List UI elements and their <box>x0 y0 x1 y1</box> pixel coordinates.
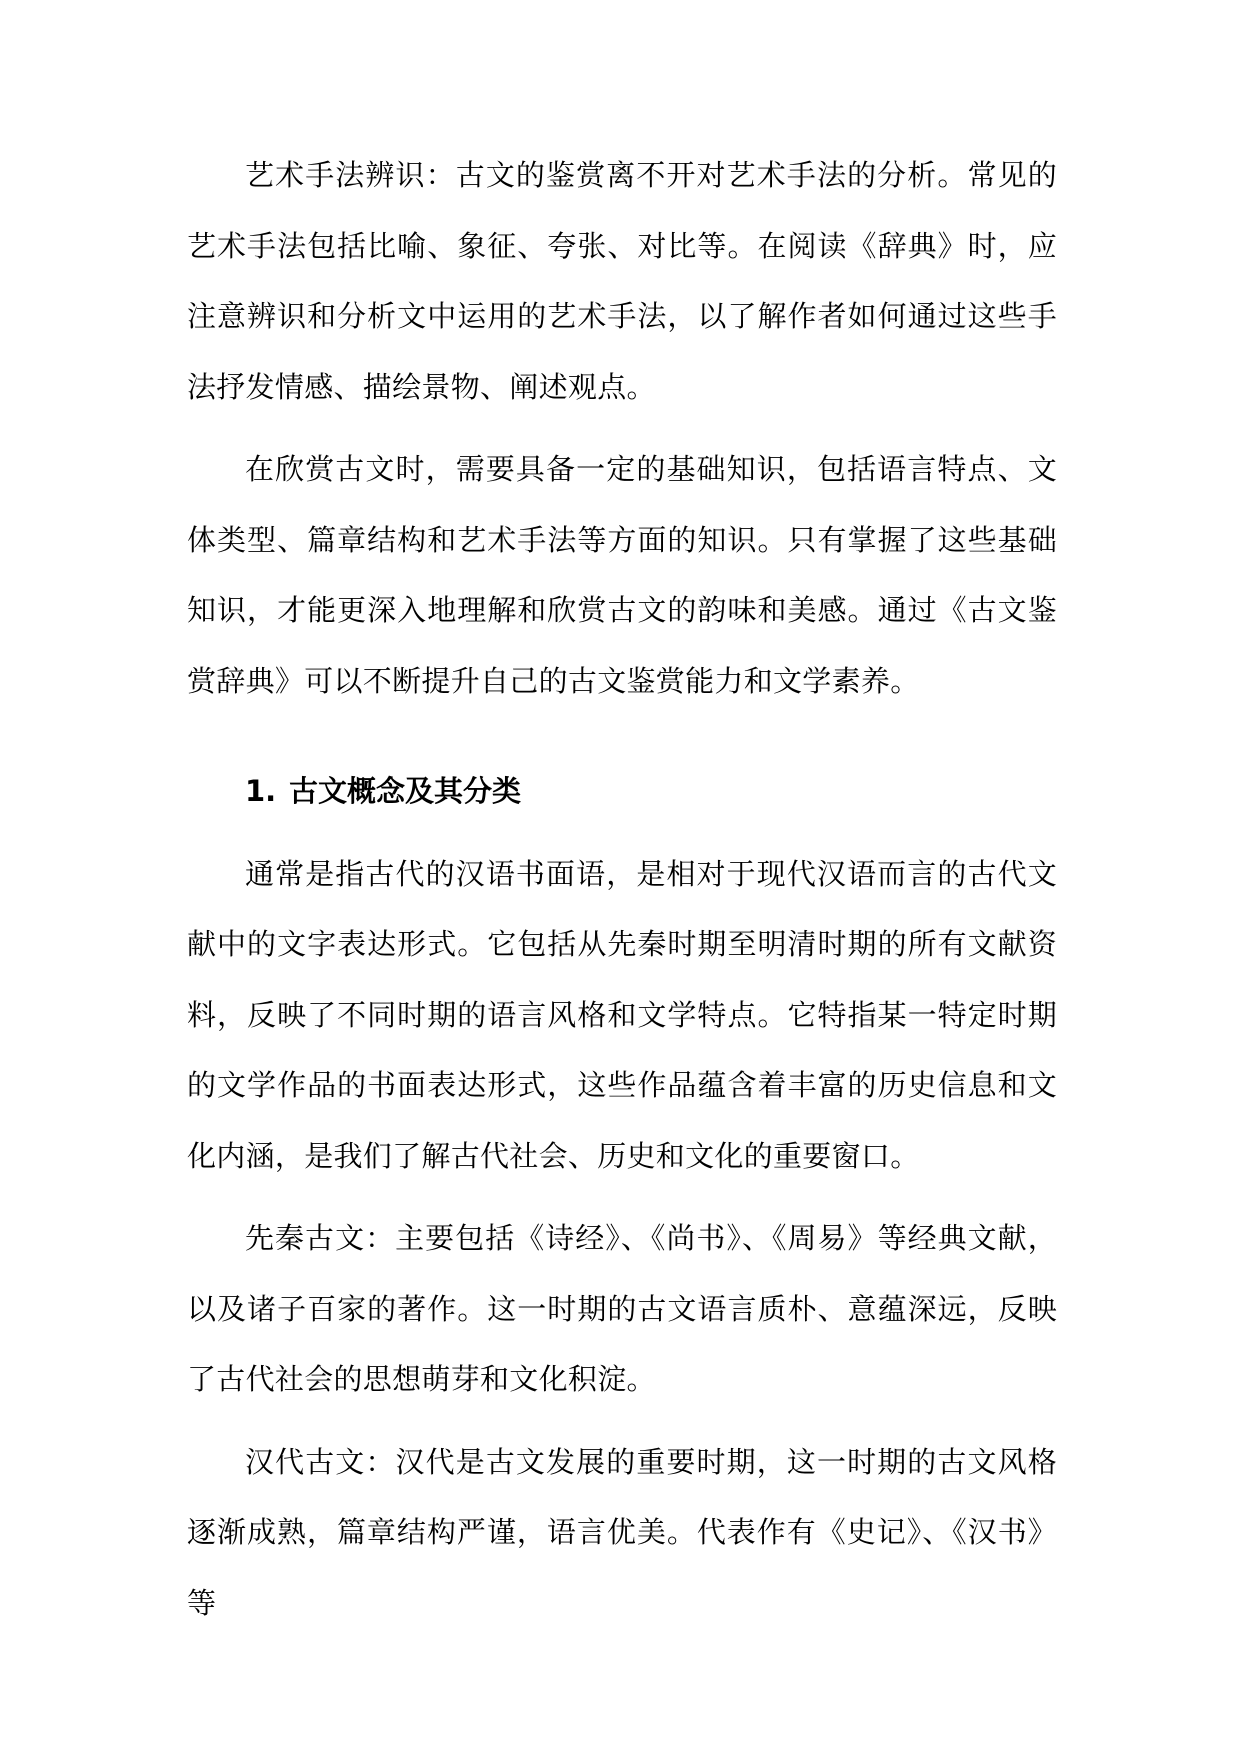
paragraph-pre-qin: 先秦古文：主要包括《诗经》、《尚书》、《周易》等经典文献，以及诸子百家的著作。这一时期的古文语言质朴、意蕴深远，反映了古代社会的思想萌芽和文化积淀。 <box>187 1221 1057 1396</box>
paragraph-definition: 通常是指古代的汉语书面语，是相对于现代汉语而言的古代文献中的文字表达形式。它包括从先秦时期至明清时期的所有文献资料，反映了不同时期的语言风格和文学特点。它特指某一特定时期的文学作品的书面表达形式，这些作品蕴含着丰富的历史信息和文化内涵，是我们了解古代社会、历史和文化的重要窗口。 <box>187 856 1057 1173</box>
paragraph-basic-knowledge: 在欣赏古文时，需要具备一定的基础知识，包括语言特点、文体类型、篇章结构和艺术手法等方面的知识。只有掌握了这些基础知识，才能更深入地理解和欣赏古文的韵味和美感。通过《古文鉴赏辞典》可以不断提升自己的古文鉴赏能力和文学素养。 <box>187 452 1057 698</box>
section-number: 1. <box>245 774 277 808</box>
section-heading <box>187 756 1057 827</box>
section-title: 古文概念及其分类 <box>289 774 522 808</box>
paragraph-art-techniques: 艺术手法辨识：古文的鉴赏离不开对艺术手法的分析。常见的艺术手法包括比喻、象征、夸张、对比等。在阅读《辞典》时，应注意辨识和分析文中运用的艺术手法，以了解作者如何通过这些手法抒发情感、描绘景物、阐述观点。 <box>187 158 1057 404</box>
paragraph-han-dynasty: 汉代古文：汉代是古文发展的重要时期，这一时期的古文风格逐渐成熟，篇章结构严谨，语言优美。代表作有《史记》、《汉书》等 <box>187 1444 1057 1620</box>
document-body <box>187 140 1057 1638</box>
